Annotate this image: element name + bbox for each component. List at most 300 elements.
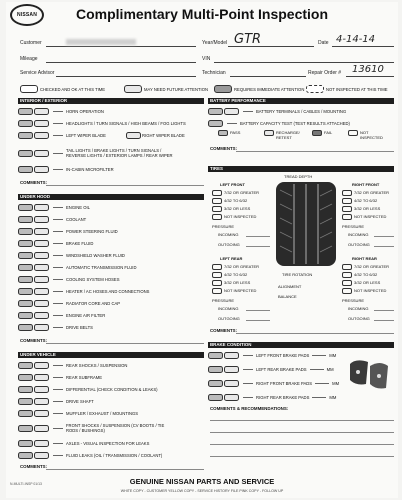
vin-label: VIN (202, 56, 211, 62)
rating-oval-icon[interactable] (18, 312, 33, 319)
checkbox-oval-icon[interactable] (212, 272, 222, 278)
rating-oval-icon[interactable] (34, 204, 49, 211)
not-inspected-label: NOT INSPECTED (360, 130, 383, 140)
item-coolant[interactable] (18, 216, 86, 223)
legend-future: MAY NEED FUTURE ATTENTION (144, 86, 208, 92)
lf-d1[interactable] (212, 190, 259, 196)
rating-oval-icon[interactable] (18, 228, 33, 235)
item-brake-fluid[interactable] (18, 240, 93, 247)
tire-tread-icon (274, 180, 338, 268)
d2-label: 4/32 TO 6/32 (354, 272, 378, 278)
mm-unit: MM (326, 367, 334, 372)
item-left-wiper[interactable] (18, 132, 106, 139)
rating-oval-icon[interactable] (34, 374, 49, 381)
rf-incoming-field[interactable] (374, 236, 394, 237)
d3-label: 3/32 OR LESS (224, 206, 251, 212)
ni-label: NOT INSPECTED (354, 214, 387, 220)
item-transmission-fluid[interactable] (18, 264, 137, 271)
lf-outgoing-field[interactable] (246, 246, 270, 247)
item-rear-subframe[interactable] (18, 374, 102, 381)
item-label: HORN OPERATION (66, 109, 104, 114)
rating-oval-icon[interactable] (34, 108, 49, 115)
lr-outgoing-label: OUTGOING (218, 316, 240, 321)
lf-d3[interactable] (212, 206, 250, 212)
rating-oval-icon[interactable] (18, 120, 33, 127)
item-label: MUFFLER / EXHAUST / MOUNTINGS (66, 411, 139, 416)
rating-oval-icon[interactable] (18, 166, 33, 173)
rating-oval-icon[interactable] (208, 120, 223, 127)
item-label: ENGINE AIR FILTER (66, 313, 106, 318)
item-horn[interactable] (18, 108, 104, 115)
checkbox-oval-icon[interactable] (342, 272, 352, 278)
rating-oval-icon[interactable] (18, 108, 33, 115)
leader-line (53, 428, 63, 429)
redacted-customer-name (66, 39, 136, 45)
rr-incoming-label: INCOMING (348, 306, 369, 311)
rf-not-inspected[interactable] (342, 214, 386, 220)
recommendations-line-3[interactable] (210, 444, 394, 445)
legend-not-inspected: NOT INSPECTED AT THIS TIME (326, 86, 388, 92)
item-drive-shaft[interactable] (18, 398, 94, 405)
interior-comments-line[interactable] (46, 185, 204, 186)
brake-pad-icon (346, 356, 392, 394)
item-label: AUTOMATIC TRANSMISSION FLUID (66, 265, 137, 270)
checkbox-oval-icon[interactable] (342, 190, 352, 196)
brake-rf[interactable] (208, 380, 339, 387)
item-cooling-hoses[interactable] (18, 276, 120, 283)
date-label: Date (318, 40, 329, 46)
leader-line (53, 153, 63, 154)
hood-comments-line[interactable] (46, 343, 204, 344)
d2-label: 4/32 TO 6/32 (354, 198, 378, 204)
status-legend (6, 84, 398, 94)
rating-oval-icon[interactable] (18, 398, 33, 405)
rating-oval-icon[interactable] (18, 452, 33, 459)
rating-oval-icon[interactable] (18, 440, 33, 447)
rf-d1[interactable] (342, 190, 389, 196)
ok-oval-icon (20, 85, 38, 93)
lf-pressure-label: PRESSURE (212, 224, 235, 229)
rating-oval-icon[interactable] (34, 410, 49, 417)
lf-outgoing-label: OUTGOING (218, 242, 240, 247)
section-battery: BATTERY PERFORMANCE (208, 98, 394, 104)
item-label: TAIL LIGHTS / BRAKE LIGHTS / TURN SIGNALS / REVERSE LIGHTS / EXTERIOR LAMPS / REAR WIPER (66, 148, 173, 158)
not-inspected-oval-icon (306, 85, 324, 93)
item-label: LEFT FRONT BRAKE PADS (256, 353, 310, 358)
item-label: DIFFERENTIAL (CHECK CONDITION & LEAKS) (66, 387, 158, 392)
rf-incoming-label: INCOMING (348, 232, 369, 237)
fail-label: FAIL (324, 130, 333, 136)
repair-order-label: Repair Order # (308, 70, 342, 76)
item-tail-lights[interactable] (18, 148, 204, 158)
checkbox-oval-icon[interactable] (342, 280, 352, 286)
rating-oval-icon[interactable] (34, 398, 49, 405)
lf-not-inspected[interactable] (212, 214, 256, 220)
item-label: REAR SHOCKS / SUSPENSION (66, 363, 128, 368)
leader-line (53, 455, 63, 456)
leader-line (53, 291, 63, 292)
leader-line (53, 207, 63, 208)
rating-oval-icon[interactable] (208, 366, 223, 373)
item-power-steering[interactable] (18, 228, 118, 235)
left-front-label: LEFT FRONT (220, 182, 245, 187)
item-label: RADIATOR CORE AND CAP (66, 301, 121, 306)
rating-oval-icon[interactable] (224, 366, 239, 373)
rating-oval-icon[interactable] (18, 150, 33, 157)
rating-oval-icon[interactable] (224, 394, 239, 401)
footer-title: GENUINE NISSAN PARTS AND SERVICE (129, 477, 275, 486)
right-front-label: RIGHT FRONT (352, 182, 380, 187)
leader-line (243, 355, 253, 356)
rating-oval-icon[interactable] (18, 374, 33, 381)
battery-not-inspected[interactable] (348, 130, 388, 140)
leader-line (243, 383, 253, 384)
item-label: COOLANT (66, 217, 87, 222)
hood-comments-label: COMMENTS: (20, 338, 48, 343)
rr-d1[interactable] (342, 264, 389, 270)
service-advisor-field[interactable] (56, 76, 196, 77)
rating-oval-icon[interactable] (18, 425, 33, 432)
mm-unit: MM (332, 381, 340, 386)
balance-label: BALANCE (278, 294, 297, 299)
leader-line (53, 255, 63, 256)
rating-oval-icon[interactable] (18, 240, 33, 247)
mileage-field[interactable] (46, 62, 196, 63)
leader-line (53, 315, 63, 316)
leader-line (312, 397, 326, 398)
item-label: RIGHT WIPER BLADE (142, 133, 185, 138)
item-microfilter[interactable] (18, 166, 114, 173)
rating-oval-icon[interactable] (224, 108, 239, 115)
item-label: BRAKE FLUID (66, 241, 94, 246)
rating-oval-icon[interactable] (34, 452, 49, 459)
checkbox-oval-icon[interactable] (348, 130, 358, 136)
item-label: POWER STEERING FLUID (66, 229, 118, 234)
logo-text: NISSAN (16, 12, 38, 18)
date-value: 4-14-14 (336, 34, 376, 45)
recommendations-line-2[interactable] (210, 432, 394, 433)
rf-outgoing-field[interactable] (374, 246, 394, 247)
leader-line (53, 111, 63, 112)
leader-line (53, 365, 63, 366)
leader-line (53, 401, 63, 402)
brake-lr[interactable] (208, 366, 334, 373)
rating-oval-icon[interactable] (18, 204, 33, 211)
inspection-form (6, 2, 398, 498)
leader-line (315, 383, 329, 384)
checkbox-oval-icon[interactable] (264, 130, 274, 136)
lf-incoming-field[interactable] (246, 236, 270, 237)
rating-oval-icon[interactable] (34, 166, 49, 173)
battery-comments-line[interactable] (236, 151, 394, 152)
repair-order-value: 13610 (352, 64, 384, 75)
item-radiator[interactable] (18, 300, 120, 307)
d2-label: 4/32 TO 6/32 (224, 272, 248, 278)
item-fluid-leaks[interactable] (18, 452, 162, 459)
rating-oval-icon[interactable] (34, 440, 49, 447)
item-battery-terminals[interactable] (208, 108, 346, 115)
checkbox-oval-icon[interactable] (212, 280, 222, 286)
item-label: LEFT REAR BRAKE PADS (256, 367, 307, 372)
item-label: ENGINE OIL (66, 205, 90, 210)
rating-oval-icon[interactable] (208, 380, 223, 387)
rating-oval-icon[interactable] (34, 228, 49, 235)
recommendations-label: COMMENTS & RECOMMENDATIONS: (210, 406, 289, 411)
year-model-value: GTR (234, 32, 262, 47)
battery-comments-label: COMMENTS: (210, 146, 238, 151)
rating-oval-icon[interactable] (126, 132, 141, 139)
rating-oval-icon[interactable] (18, 362, 33, 369)
rating-oval-icon[interactable] (34, 264, 49, 271)
item-air-filter[interactable] (18, 312, 105, 319)
rating-oval-icon[interactable] (18, 410, 33, 417)
recharge-label: RECHARGE/ RETEST (276, 130, 300, 140)
rating-oval-icon[interactable] (34, 240, 49, 247)
item-label: BATTERY TERMINALS / CABLES / MOUNTING (256, 109, 347, 114)
checkbox-oval-icon[interactable] (212, 198, 222, 204)
item-label: DRIVE SHAFT (66, 399, 94, 404)
item-label: REAR SUBFRAME (66, 375, 103, 380)
legend-checked: CHECKED AND OK AT THIS TIME (40, 86, 106, 92)
vehicle-comments-line[interactable] (46, 469, 204, 470)
ni-label: NOT INSPECTED (224, 214, 257, 220)
rating-oval-icon[interactable] (18, 252, 33, 259)
rating-oval-icon[interactable] (34, 252, 49, 259)
item-label: AXLES - VISUAL INSPECTION FOR LEAKS (66, 441, 150, 446)
item-label: HEADLIGHTS / TURN SIGNALS / HIGH BEAMS / FOG LIGHTS (66, 121, 186, 126)
leader-line (53, 279, 63, 280)
tires-comments-line[interactable] (236, 333, 394, 334)
rating-oval-icon[interactable] (208, 352, 223, 359)
lf-incoming-label: INCOMING (218, 232, 239, 237)
rf-d3[interactable] (342, 206, 380, 212)
service-advisor-label: Service Advisor (20, 70, 55, 76)
leader-line (312, 355, 326, 356)
rating-oval-icon[interactable] (18, 386, 33, 393)
vehicle-comments-label: COMMENTS: (20, 464, 48, 469)
battery-recharge[interactable] (264, 130, 306, 140)
checkbox-oval-icon[interactable] (218, 130, 228, 136)
leader-line (53, 443, 63, 444)
brake-rr[interactable] (208, 394, 336, 401)
rr-pressure-label: PRESSURE (342, 298, 365, 303)
repair-order-field[interactable] (346, 76, 394, 77)
rating-oval-icon[interactable] (34, 425, 49, 432)
ni-label: NOT INSPECTED (224, 288, 257, 294)
lf-d2[interactable] (212, 198, 247, 204)
customer-field[interactable] (46, 46, 196, 47)
d2-label: 4/32 TO 6/32 (224, 198, 248, 204)
lr-not-inspected[interactable] (212, 288, 256, 294)
item-label: DRIVE BELTS (66, 325, 93, 330)
footer-copies: WHITE COPY - CUSTOMER YELLOW COPY - SERVICE HISTORY FILE PINK COPY - FOLLOW UP (120, 489, 284, 493)
immediate-oval-icon (214, 85, 232, 93)
lr-pressure-label: PRESSURE (212, 298, 235, 303)
item-washer-fluid[interactable] (18, 252, 125, 259)
rf-outgoing-label: OUTGOING (348, 242, 370, 247)
item-label: FLUID LEAKS (OIL / TRANSMISSION / COOLANT) (66, 453, 163, 458)
leader-line (53, 327, 63, 328)
page-title: Complimentary Multi-Point Inspection (76, 6, 329, 22)
item-right-wiper[interactable] (126, 132, 185, 139)
lr-outgoing-field[interactable] (246, 320, 270, 321)
rating-oval-icon[interactable] (34, 276, 49, 283)
checkbox-oval-icon[interactable] (212, 206, 222, 212)
rr-d2[interactable] (342, 272, 377, 278)
battery-fail[interactable] (312, 130, 332, 136)
checkbox-oval-icon[interactable] (212, 190, 222, 196)
d1-label: 7/32 OR GREATER (224, 190, 260, 196)
leader-line (53, 377, 63, 378)
section-brakes: BRAKE CONDITION (208, 342, 394, 348)
section-under-hood: UNDER HOOD (18, 194, 204, 200)
technician-field[interactable] (230, 76, 306, 77)
leader-line (53, 413, 63, 414)
rr-not-inspected[interactable] (342, 288, 386, 294)
leader-line (243, 397, 253, 398)
leader-line (53, 169, 63, 170)
mm-unit: MM (329, 395, 337, 400)
leader-line (227, 123, 237, 124)
leader-line (243, 369, 253, 370)
item-heater-hoses[interactable] (18, 288, 149, 295)
rf-pressure-label: PRESSURE (342, 224, 365, 229)
legend-immediate: REQUIRES IMMEDIATE ATTENTION (234, 86, 305, 92)
leader-line (243, 111, 253, 112)
ni-label: NOT INSPECTED (354, 288, 387, 294)
checkbox-oval-icon[interactable] (212, 264, 222, 270)
leader-line (53, 231, 63, 232)
future-oval-icon (124, 85, 142, 93)
checkbox-oval-icon[interactable] (312, 130, 322, 136)
checkbox-oval-icon[interactable] (342, 288, 352, 294)
rating-oval-icon[interactable] (34, 216, 49, 223)
vin-field[interactable] (214, 62, 394, 63)
tread-depth-label: TREAD DEPTH (284, 174, 313, 179)
form-number: N-MULTI-INSP 01/13 (10, 482, 42, 486)
rr-incoming-field[interactable] (374, 310, 394, 311)
rating-oval-icon[interactable] (208, 108, 223, 115)
rating-oval-icon[interactable] (34, 300, 49, 307)
date-field[interactable] (332, 46, 394, 47)
mileage-label: Mileage (20, 56, 38, 62)
item-label: LEFT WIPER BLADE (66, 133, 106, 138)
rating-oval-icon[interactable] (224, 352, 239, 359)
recommendations-line-1[interactable] (210, 420, 394, 421)
item-label: WINDSHIELD WASHER FLUID (66, 253, 125, 258)
year-model-label: Year/Model (202, 40, 228, 46)
rating-oval-icon[interactable] (18, 264, 33, 271)
nissan-logo (10, 4, 44, 26)
d1-label: 7/32 OR GREATER (224, 264, 260, 270)
right-rear-label: RIGHT REAR (352, 256, 377, 261)
item-differential[interactable] (18, 386, 158, 393)
left-rear-label: LEFT REAR (220, 256, 243, 261)
rating-oval-icon[interactable] (18, 276, 33, 283)
leader-line (53, 219, 63, 220)
item-label: RIGHT FRONT BRAKE PADS (256, 381, 313, 386)
item-muffler[interactable] (18, 410, 138, 417)
customer-label: Customer (20, 40, 42, 46)
item-label: BATTERY CAPACITY TEST (TEST RESULTS ATTACHED) (240, 121, 350, 126)
rating-oval-icon[interactable] (34, 324, 49, 331)
lr-d3[interactable] (212, 280, 250, 286)
rr-d3[interactable] (342, 280, 380, 286)
item-axles[interactable] (18, 440, 149, 447)
d3-label: 3/32 OR LESS (354, 280, 381, 286)
rating-oval-icon[interactable] (18, 288, 33, 295)
lr-d2[interactable] (212, 272, 247, 278)
lr-incoming-field[interactable] (246, 310, 270, 311)
rating-oval-icon[interactable] (34, 312, 49, 319)
tires-comments-label: COMMENTS: (210, 328, 238, 333)
d3-label: 3/32 OR LESS (224, 280, 251, 286)
rating-oval-icon[interactable] (34, 386, 49, 393)
item-label: HEATER / AC HOSES AND CONNECTIONS (66, 289, 150, 294)
rf-d2[interactable] (342, 198, 377, 204)
leader-line (53, 303, 63, 304)
rating-oval-icon[interactable] (18, 324, 33, 331)
d3-label: 3/32 OR LESS (354, 206, 381, 212)
item-label: FRONT SHOCKS / SUSPENSION (CV BOOTS / TIE RODS / BUSHINGS) (66, 423, 165, 433)
rating-oval-icon[interactable] (18, 216, 33, 223)
checkbox-oval-icon[interactable] (342, 198, 352, 204)
section-tires: TIRES (208, 166, 394, 172)
checkbox-oval-icon[interactable] (342, 214, 352, 220)
leader-line (53, 389, 63, 390)
d1-label: 7/32 OR GREATER (354, 190, 390, 196)
rr-outgoing-label: OUTGOING (348, 316, 370, 321)
item-headlights[interactable] (18, 120, 186, 127)
technician-label: Technician (202, 70, 226, 76)
rating-oval-icon[interactable] (34, 150, 49, 157)
leader-line (53, 135, 63, 136)
checkbox-oval-icon[interactable] (342, 264, 352, 270)
checkbox-oval-icon[interactable] (342, 206, 352, 212)
recommendations-line-4[interactable] (210, 456, 394, 457)
leader-line (53, 267, 63, 268)
pass-label: PASS (230, 130, 241, 136)
item-drive-belts[interactable] (18, 324, 93, 331)
rating-oval-icon[interactable] (34, 362, 49, 369)
item-label: IN-CABIN MICROFILTER (66, 167, 114, 172)
lr-incoming-label: INCOMING (218, 306, 239, 311)
battery-pass[interactable] (218, 130, 240, 136)
rating-oval-icon[interactable] (18, 300, 33, 307)
rating-oval-icon[interactable] (224, 380, 239, 387)
lr-d1[interactable] (212, 264, 259, 270)
rating-oval-icon[interactable] (208, 394, 223, 401)
rating-oval-icon[interactable] (34, 132, 49, 139)
alignment-label: ALIGNMENT (278, 284, 302, 289)
rr-outgoing-field[interactable] (374, 320, 394, 321)
item-label: COOLING SYSTEM HOSES (66, 277, 120, 282)
checkbox-oval-icon[interactable] (212, 288, 222, 294)
d1-label: 7/32 OR GREATER (354, 264, 390, 270)
rating-oval-icon[interactable] (34, 288, 49, 295)
rating-oval-icon[interactable] (18, 132, 33, 139)
item-label: RIGHT REAR BRAKE PADS (256, 395, 310, 400)
item-battery-capacity[interactable] (208, 120, 350, 127)
item-engine-oil[interactable] (18, 204, 90, 211)
item-rear-shocks[interactable] (18, 362, 127, 369)
rating-oval-icon[interactable] (34, 120, 49, 127)
interior-comments-label: COMMENTS: (20, 180, 48, 185)
brake-lf[interactable] (208, 352, 336, 359)
section-under-vehicle: UNDER VEHICLE (18, 352, 204, 358)
checkbox-oval-icon[interactable] (212, 214, 222, 220)
item-front-shocks[interactable] (18, 423, 176, 433)
